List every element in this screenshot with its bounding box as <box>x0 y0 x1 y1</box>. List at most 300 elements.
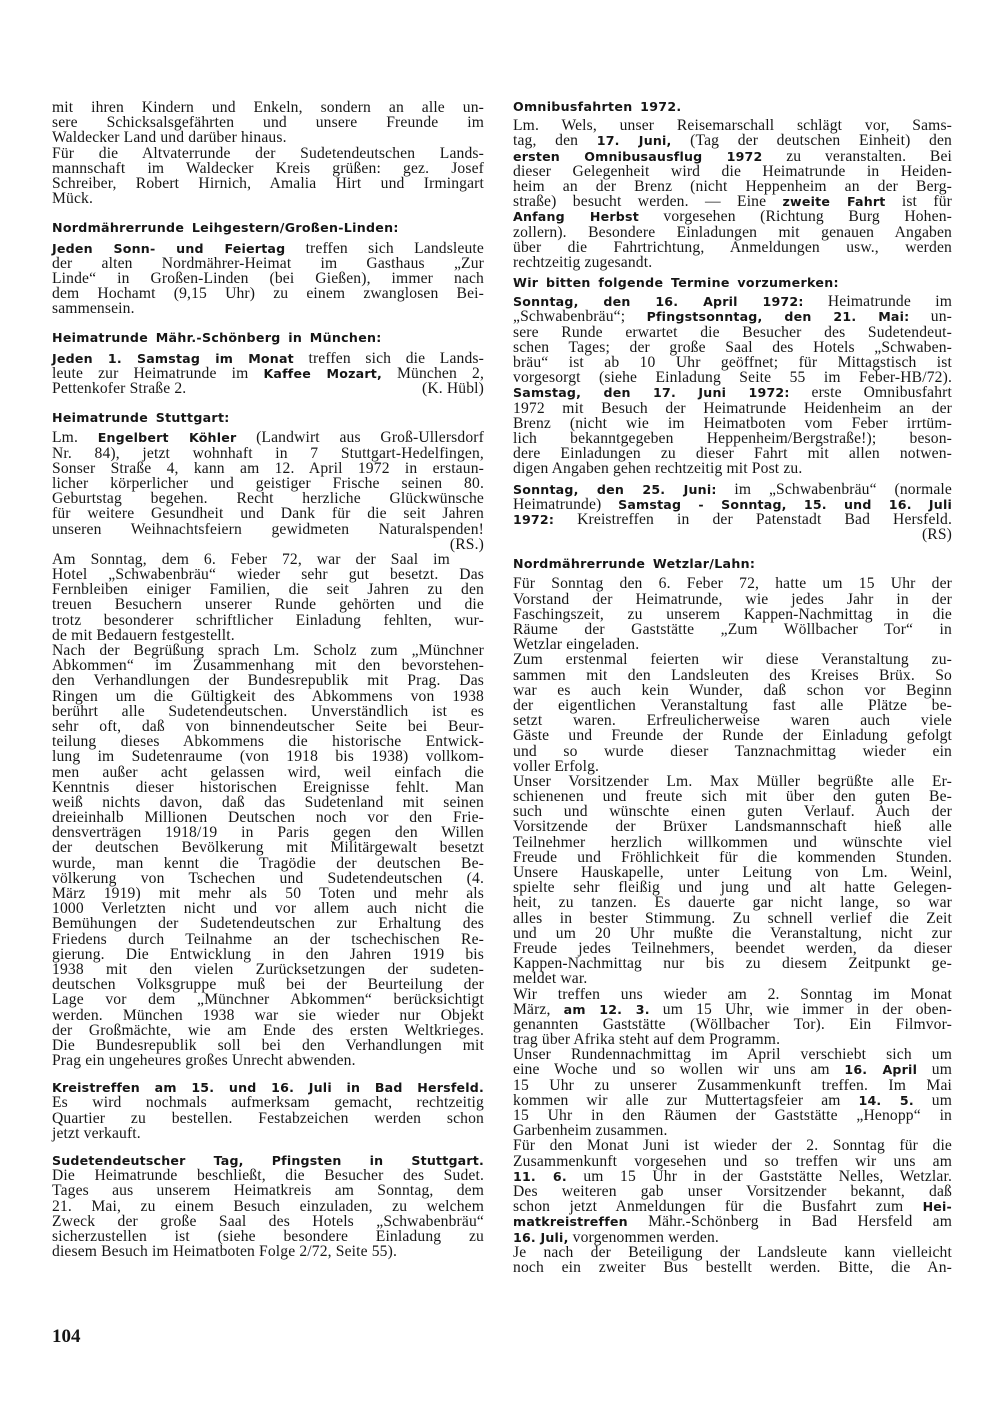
text-line <box>52 191 484 206</box>
text-run: berührt alle Sudetendeutschen. Unverständlich ist es <box>52 702 484 720</box>
text-run: um 15 Uhr in der Gaststätte Nelles, Wetzlar. <box>566 1167 952 1185</box>
text-run: Nordmährerrunde Leihgestern/Großen-Linden: <box>52 220 399 236</box>
text-run: März, <box>513 1000 564 1018</box>
text-run: Freude und Fröhlichkeit für die kommenden Stunden. <box>513 848 952 866</box>
bold-text: 16. Juli, <box>513 1229 569 1245</box>
bold-text: Samstag, den 17. Juni 1972: <box>513 385 790 401</box>
text-run: Pettenkofer Straße 2. <box>52 380 187 397</box>
bold-text: Sonntag, den 16. April 1972: <box>513 294 804 310</box>
section-heading <box>52 410 484 425</box>
text-run: (Tag der deutschen Einheit) den <box>671 132 952 150</box>
text-run: heit, zu tanzen. Es dauerte gar nicht lange, so war <box>513 894 952 912</box>
text-line <box>513 926 952 941</box>
text-run: Sonser Straße 4, kann am 12. April 1972 in erstaun- <box>52 459 484 477</box>
text-line <box>52 567 484 582</box>
text-line <box>513 895 952 910</box>
text-run: Für die Altvaterrunde der Sudetendeutschen Lands- <box>52 144 484 162</box>
text-line <box>52 506 484 521</box>
text-run: straße) besucht werden. — Eine <box>513 193 783 211</box>
bold-text: Hei- <box>922 1199 952 1215</box>
text-run: Räume der Gaststätte „Zum Wöllbacher Tor“ in <box>513 621 952 638</box>
text-run: sammensein. <box>52 300 135 318</box>
text-line <box>513 240 952 255</box>
text-run: Faschingszeit, zu unserem Kappen-Nachmittag in die <box>513 605 952 623</box>
text-line <box>52 704 484 719</box>
paragraph <box>52 146 484 207</box>
text-line <box>513 1260 952 1275</box>
text-run: 1000 Verletzten nicht und vor allem auch nicht die <box>52 900 484 918</box>
text-run: dieser Gelegenheit wird die Heimatrunde in Heiden- <box>513 162 952 180</box>
text-line <box>52 628 484 643</box>
text-run: war es auch kein Wunder, daß schon vor Beginn <box>513 681 952 699</box>
bold-text: Kreistreffen am 15. und 16. Juli in Bad Hersfeld. <box>52 1080 484 1096</box>
bold-text: am 12. 3. <box>563 1001 650 1017</box>
text-run: densverträgen 1918/19 in Paris gegen den Willen <box>52 824 484 842</box>
paragraph <box>52 552 484 643</box>
text-run: dere Einladungen zu dieser Fahrt mit allen notwen- <box>513 445 952 463</box>
text-run: Schreiber, Robert Hirnich, Amalia Hirt und Irmingart <box>52 174 484 192</box>
text-run: men außer acht gelassen wird, weil einfach die <box>52 763 484 781</box>
text-line <box>513 835 952 850</box>
text-line <box>513 637 952 652</box>
text-line <box>513 911 952 926</box>
text-line <box>513 1230 952 1245</box>
text-line <box>52 719 484 734</box>
text-line <box>513 325 952 340</box>
text-line <box>513 713 952 728</box>
section-heading <box>513 556 952 571</box>
text-line <box>513 698 952 713</box>
text-run: 1972 mit Besuch der Heimatrunde Heidenheim an der <box>513 399 952 417</box>
text-run: Brenz (nicht wie im Heimatboten vom Feber irrtüm- <box>513 414 952 432</box>
text-line <box>513 355 952 370</box>
text-line <box>52 1183 484 1198</box>
text-line <box>52 734 484 749</box>
text-run: Heimatrunde Mähr.-Schönberg in München: <box>52 330 382 346</box>
text-line <box>513 133 952 148</box>
text-line <box>52 840 484 855</box>
text-line <box>52 932 484 947</box>
text-line <box>52 522 484 537</box>
text-line <box>52 1111 484 1126</box>
text-run: unseren Weihnachtsfeiern gewidmeten Naturalspenden! <box>52 520 484 538</box>
text-run: und so wurde dieser Tanznachmittag wieder ein <box>513 742 952 760</box>
text-run: mannschaft im Waldecker Kreis grüßen: gez. Josef <box>52 159 484 177</box>
text-line <box>513 179 952 194</box>
text-line <box>52 901 484 916</box>
text-line <box>52 613 484 628</box>
text-line <box>513 1002 952 1017</box>
text-line <box>52 366 484 381</box>
text-line <box>513 461 952 476</box>
text-line <box>513 309 952 324</box>
text-run: Vorsitzende der Brüxer Landsmannschaft hieß alle <box>513 818 952 836</box>
text-run: um <box>917 1061 952 1079</box>
text-run: März 1919) mit mehr als 50 Toten und mehr als <box>52 885 484 902</box>
text-line <box>52 886 484 901</box>
text-run: Tages aus unserem Heimatkreis am Sonntag, dem <box>52 1182 484 1200</box>
text-line <box>52 446 484 461</box>
text-run: lung im Sudetenraume (von 1918 bis 1938) vollkom- <box>52 748 484 766</box>
text-line <box>513 1032 952 1047</box>
text-run: lich bekanntgegeben Heppenheim/Bergstraße!); beson- <box>513 429 952 447</box>
text-run: leute zur Heimatrunde im <box>52 364 264 382</box>
paragraph <box>52 1153 484 1259</box>
text-run: trag über Afrika steht auf dem Programm. <box>513 1031 781 1049</box>
text-run: der eigentlichen Veranstaltung fast alle Plätze be- <box>513 696 952 714</box>
text-run: erste Omnibusfahrt <box>789 384 953 402</box>
text-run: ist für <box>885 193 952 211</box>
bold-text: Jeden 1. Samstag im Monat <box>52 350 294 366</box>
text-run: um 15 Uhr, wie immer in der oben- <box>649 1000 952 1018</box>
paragraph <box>513 482 952 543</box>
text-line <box>513 971 952 986</box>
text-line <box>52 1244 484 1259</box>
text-line <box>52 1038 484 1053</box>
text-run: schienenen und freute sich mit über den guten Be- <box>513 788 952 806</box>
text-run: gierung. Die Entwicklung in den Jahren 1919 bis <box>52 945 484 963</box>
text-line <box>52 176 484 191</box>
text-line <box>513 556 952 571</box>
text-line <box>52 689 484 704</box>
text-run: über die Fahrtrichtung, Anmeldungen usw., werden <box>513 238 952 256</box>
paragraph <box>513 1047 952 1138</box>
text-run: Fernbleiben einiger Familien, die seit Jahren zu den <box>52 581 484 599</box>
text-line <box>513 956 952 971</box>
text-run: mit ihren Kindern und Enkeln, sondern an alle un- <box>52 99 484 116</box>
text-run: genannten Gaststätte (Wöllbacher Tor). Ein Filmvor- <box>513 1015 952 1033</box>
text-line <box>513 118 952 133</box>
text-line <box>513 1017 952 1032</box>
bold-text: 16. April <box>844 1062 918 1078</box>
text-line <box>513 1123 952 1138</box>
text-run: deutschen Volksgruppe muß bei der Beurteilung der <box>52 976 484 994</box>
text-run: München 2, <box>381 364 484 382</box>
paragraph <box>513 1138 952 1244</box>
text-line <box>513 576 952 591</box>
text-run: zu veranstalten. Bei <box>762 147 953 165</box>
text-line <box>52 537 484 552</box>
text-line <box>513 497 952 512</box>
bold-text: 17. Juni, <box>596 133 672 149</box>
text-line <box>513 275 952 290</box>
text-run: sammen mit den Landsleuten des Kreises Brüx. So <box>513 666 952 684</box>
text-line <box>52 825 484 840</box>
text-line <box>513 385 952 400</box>
text-run: 15 Uhr in den Räumen der Gaststätte „Henopp“ in <box>513 1107 952 1124</box>
text-line <box>513 340 952 355</box>
paragraph <box>513 987 952 1048</box>
text-line <box>52 552 484 567</box>
text-line <box>52 673 484 688</box>
text-run: dreieinhalb Millionen Deutschen noch vor den Frie- <box>52 809 484 827</box>
text-line <box>513 401 952 416</box>
text-run: Lm. <box>52 429 98 447</box>
author-signature: (RS) <box>921 526 952 544</box>
text-line <box>52 947 484 962</box>
text-line <box>513 1093 952 1108</box>
text-run: Unsere Hauskapelle, unter Leitung von Lm. Weinl, <box>513 864 952 881</box>
text-line <box>52 1214 484 1229</box>
text-run: der Großmächte, wie am Ende des ersten Weltkrieges. <box>52 1021 484 1039</box>
text-run: im „Schwabenbräu“ (normale <box>716 480 952 498</box>
text-run: voller Erfolg. <box>513 757 600 775</box>
text-line <box>52 130 484 145</box>
text-run: schon jetzt Anmeldungen für die Busfahrt zum <box>513 1198 923 1216</box>
bold-text: ersten Omnibusausflug 1972 <box>513 148 763 164</box>
text-run: sehr oft, daß von binnendeutscher Seite bei Beur- <box>52 717 484 735</box>
text-line <box>513 592 952 607</box>
text-run: (Landwirt aus Groß-Ullersdorf <box>236 429 484 447</box>
paragraph <box>513 1245 952 1275</box>
text-line <box>513 527 952 542</box>
bold-text: 14. 5. <box>858 1092 914 1108</box>
section-heading <box>52 220 484 235</box>
text-run: Friedens durch Teilnahme an der tschechischen Re- <box>52 930 484 948</box>
text-line <box>52 810 484 825</box>
text-run: diesem Besuch im Heimatboten Folge 2/72, Seite 55). <box>52 1243 398 1261</box>
text-run: un- <box>909 308 952 326</box>
text-line <box>513 607 952 622</box>
text-run: Zum erstenmal feierten wir diese Veranstaltung zu- <box>513 651 952 669</box>
text-line <box>513 622 952 637</box>
text-line <box>513 209 952 224</box>
text-line <box>513 255 952 270</box>
text-line <box>513 987 952 1002</box>
text-run: werden. München 1938 war sie wieder nur Objekt <box>52 1006 484 1024</box>
text-line <box>52 256 484 271</box>
text-run: jetzt verkauft. <box>52 1124 141 1142</box>
text-line <box>52 780 484 795</box>
paragraph <box>52 643 484 1068</box>
text-line <box>52 1080 484 1095</box>
text-run: wurde, man kennt die Tragödie der deutschen Be- <box>52 854 484 872</box>
text-line <box>52 115 484 130</box>
text-line <box>52 1199 484 1214</box>
text-line <box>52 241 484 256</box>
text-run: Des weiteren gab unser Vorsitzender bekannt, daß <box>513 1182 952 1200</box>
text-line <box>52 286 484 301</box>
text-line <box>52 461 484 476</box>
section-heading <box>513 99 952 114</box>
text-line <box>513 759 952 774</box>
text-run: 15 Uhr zu unserer Zusammenkunft treffen. Im Mai <box>513 1076 952 1094</box>
text-run: und um 20 Uhr mußte die Veranstaltung, nicht zur <box>513 924 952 942</box>
text-line <box>513 683 952 698</box>
bold-text: 11. 6. <box>513 1168 567 1184</box>
text-run: schen Tages; der große Saal des Hotels „Schwaben- <box>513 338 952 356</box>
paragraph <box>52 241 484 317</box>
bold-text: Anfang Herbst <box>513 209 639 225</box>
text-run: zollern). Besondere Einladungen mit genauen Angaben <box>513 223 952 241</box>
text-line <box>52 146 484 161</box>
paragraph <box>52 1080 484 1141</box>
text-run: Geburtstag begehen. Recht herzliche Glückwünsche <box>52 490 484 508</box>
text-run: Hotel „Schwabenbräu“ wieder sehr gut besetzt. Das <box>52 566 484 584</box>
text-line <box>52 856 484 871</box>
text-run: rechtzeitig zugesandt. <box>513 253 653 271</box>
text-run: Quartier zu bestellen. Festabzeichen werden schon <box>52 1109 484 1127</box>
text-run: Ringen um die Gültigkeit des Abkommens von 1938 <box>52 687 484 705</box>
text-line <box>513 149 952 164</box>
text-run: Kreistreffen in der Patenstadt Bad Hersfeld. <box>554 510 952 528</box>
text-run: Am Sonntag, dem 6. Feber 72, war der Saal im <box>52 550 450 568</box>
text-line <box>513 774 952 789</box>
text-line <box>513 1245 952 1260</box>
text-run: Bemühungen der Sudetendeutschen zur Erhaltung des <box>52 915 484 933</box>
text-run: Die Heimatrunde beschließt, die Besucher des Sudet. <box>52 1167 484 1185</box>
text-run: alles in bester Stimmung. Zu schnell verlief die Zeit <box>513 909 952 927</box>
text-run: 1938 mit den vielen Zurücksetzungen der sudeten- <box>52 960 484 978</box>
text-line <box>513 194 952 209</box>
text-line <box>52 301 484 316</box>
text-run: treuen Besuchern unserer Runde gehörten und die <box>52 596 484 614</box>
text-line <box>52 658 484 673</box>
text-line <box>513 880 952 895</box>
text-run: weiß nichts davon, daß das Sudetenland mit seinen <box>52 793 484 811</box>
text-run: um <box>913 1091 952 1109</box>
text-run: dem Hochamt (9,15 Uhr) zu einem zwanglosen Bei- <box>52 285 484 303</box>
bold-text: Engelbert Köhler <box>97 430 237 446</box>
bold-text: 1972: <box>513 511 555 527</box>
paragraph <box>52 430 484 552</box>
text-line <box>513 804 952 819</box>
text-line <box>52 1229 484 1244</box>
text-run: kommen wir alle zur Muttertagsfeier am <box>513 1091 859 1109</box>
text-run: Lage vor dem „Münchner Abkommen“ berücksichtigt <box>52 991 484 1009</box>
text-line <box>52 491 484 506</box>
text-run: spielte sehr fleißig und jung und alt hatte Gelegen- <box>513 879 952 897</box>
author-signature: (K. Hübl) <box>422 380 484 397</box>
text-line <box>52 597 484 612</box>
text-run: für weitere Gesundheit und Dank für die seit Jahren <box>52 505 484 523</box>
text-line <box>52 977 484 992</box>
text-run: sere Schicksalsgefährten und unsere Freunde im <box>52 114 484 132</box>
text-line <box>52 100 484 115</box>
text-line <box>513 1169 952 1184</box>
text-line <box>513 1108 952 1123</box>
bold-text: zweite Fahrt <box>782 194 886 210</box>
text-run: trotz besonderer schriftlicher Einladung fehlten, wur- <box>52 611 484 629</box>
text-run: vorgenommen werden. <box>568 1228 719 1246</box>
text-run: Kenntnis dieser historischen Ereignisse fehlt. Man <box>52 778 484 796</box>
text-run: Linde“ in Großen-Linden (bei Gießen), immer nach <box>52 269 484 287</box>
text-line <box>52 1168 484 1183</box>
text-run: vorgesorgt (siehe Einladung Seite 55 im Feber-HB/72). <box>513 369 952 387</box>
text-line <box>52 992 484 1007</box>
text-run: Je nach der Beteiligung der Landsleute kann vielleicht <box>513 1243 952 1261</box>
text-line <box>52 1095 484 1110</box>
text-line <box>52 643 484 658</box>
text-run: Wir treffen uns wieder am 2. Sonntag im Monat <box>513 985 952 1003</box>
text-line <box>513 1199 952 1214</box>
text-run: Waldecker Land und darüber hinaus. <box>52 129 287 147</box>
text-line <box>52 351 484 366</box>
text-line <box>52 962 484 977</box>
text-line <box>513 1062 952 1077</box>
text-line <box>513 512 952 527</box>
right-column <box>513 99 952 1275</box>
text-run: der deutschen Bevölkerung mit Militärgewalt besetzt <box>52 839 484 857</box>
text-run: treffen sich die Lands- <box>293 349 484 367</box>
text-run: eine Woche und so wollen wir uns am <box>513 1061 845 1079</box>
text-line <box>52 430 484 445</box>
paragraph <box>513 576 952 652</box>
text-line <box>513 1078 952 1093</box>
text-line <box>513 652 952 667</box>
text-line <box>513 370 952 385</box>
author-signature: (RS.) <box>449 535 484 553</box>
text-run: Prag ein ungeheures großes Unrecht abwenden. <box>52 1052 356 1070</box>
text-run: Mähr.-Schönberg in Bad Hersfeld am <box>627 1213 952 1231</box>
text-run: „Schwabenbräu“; <box>513 308 647 326</box>
text-line <box>52 916 484 931</box>
text-line <box>52 271 484 286</box>
text-line <box>513 1184 952 1199</box>
text-line <box>52 330 484 345</box>
text-line <box>513 865 952 880</box>
left-column <box>52 100 484 1259</box>
text-run: tag, den <box>513 132 597 150</box>
text-line <box>513 1214 952 1229</box>
text-line <box>52 1153 484 1168</box>
text-line <box>513 416 952 431</box>
text-run: Wir bitten folgende Termine vorzumerken: <box>513 275 839 291</box>
text-line <box>52 871 484 886</box>
section-heading <box>513 275 952 290</box>
text-line <box>513 941 952 956</box>
text-run: Vorstand der Heimatrunde, wie jedes Jahr in der <box>513 590 952 608</box>
text-run: setzt waren. Erfreulicherweise waren auch viele <box>513 712 952 730</box>
text-run: Heimatrunde im <box>803 293 952 311</box>
text-line <box>52 1126 484 1141</box>
text-run: Nach der Begrüßung sprach Lm. Scholz zum „Münchner <box>52 642 484 659</box>
text-run: Nordmährerrunde Wetzlar/Lahn: <box>513 556 756 572</box>
text-run: Zusammenkunft vorgesehen und so treffen wir uns am <box>513 1152 952 1170</box>
text-line <box>52 749 484 764</box>
text-run: noch ein zweiter Bus bestellt werden. Bitte, die An- <box>513 1258 952 1276</box>
section-heading <box>52 330 484 345</box>
text-line <box>52 1053 484 1068</box>
text-line <box>513 431 952 446</box>
text-line <box>513 294 952 309</box>
text-run: Heimatrunde Stuttgart: <box>52 410 230 426</box>
bold-text: Jeden Sonn- und Feiertag <box>52 240 286 256</box>
text-line <box>513 668 952 683</box>
bold-text: Pfingstsonntag, den 21. Mai: <box>646 309 910 325</box>
text-line <box>52 381 484 396</box>
text-run: Für Sonntag den 6. Feber 72, hatte um 15 Uhr der <box>513 575 952 593</box>
text-run: heim an der Brenz (nicht Heppenheim an der Berg- <box>513 177 952 195</box>
text-line <box>52 476 484 491</box>
text-line <box>513 1138 952 1153</box>
text-run: Unser Rundennachmittag im April verschiebt sich um <box>513 1046 952 1064</box>
text-run: vorgesehen (Richtung Burg Hohen- <box>638 208 952 226</box>
text-line <box>513 744 952 759</box>
text-line <box>52 765 484 780</box>
text-run: Wetzlar eingeladen. <box>513 636 640 654</box>
text-line <box>513 1047 952 1062</box>
text-run: 21. Mai, zu einem Besuch einzuladen, zu welchem <box>52 1197 484 1215</box>
paragraph <box>513 774 952 987</box>
text-run: den Verhandlungen der Bundesrepublik mit Prag. Das <box>52 672 484 690</box>
text-line <box>513 225 952 240</box>
text-run: völkerung von Tschechen und Sudetendeutschen (4. <box>52 869 484 887</box>
text-line <box>52 161 484 176</box>
bold-text: Kaffee Mozart, <box>263 365 382 381</box>
paragraph <box>513 652 952 774</box>
text-run: Freude jedes Teilnehmers, beendet werden, da dieser <box>513 939 952 957</box>
